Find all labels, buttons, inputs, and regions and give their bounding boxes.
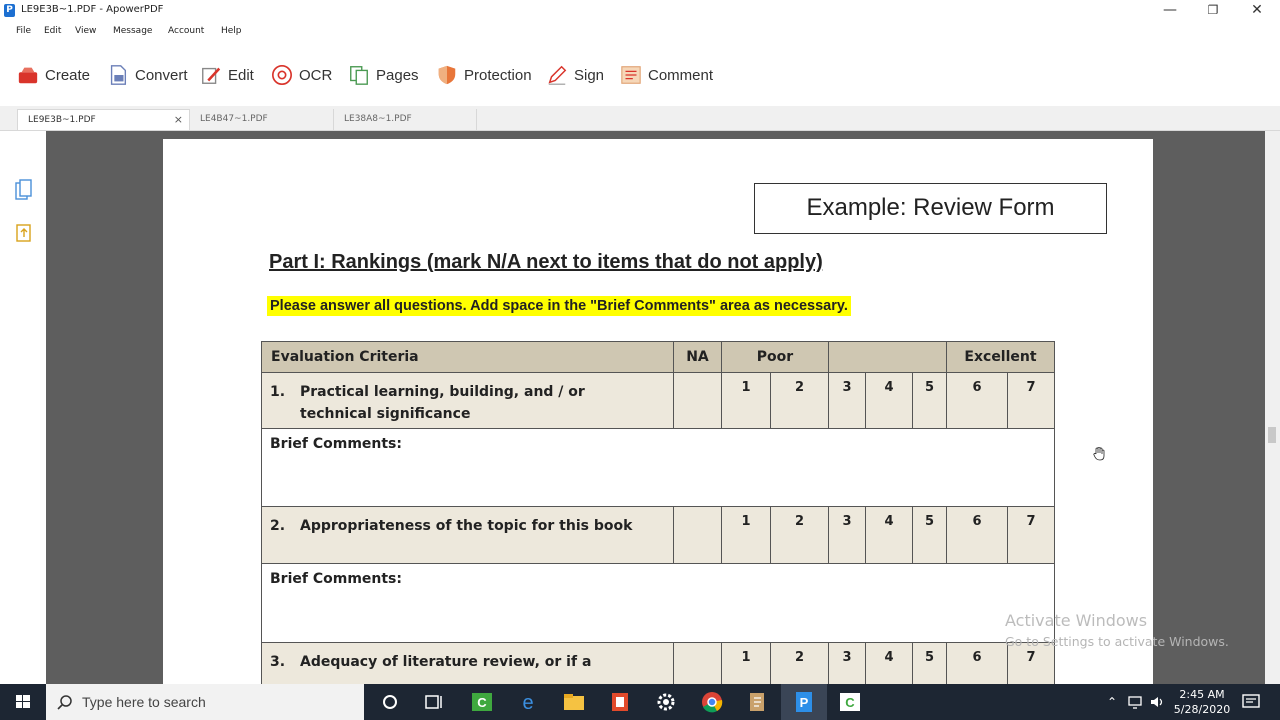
part-title: Part I: Rankings (mark N/A next to items that do not apply) bbox=[269, 251, 823, 273]
criterion-2 bbox=[262, 507, 674, 564]
tab-label: LE4B47~1.PDF bbox=[200, 114, 268, 124]
score-cell[interactable]: 7 bbox=[1008, 373, 1055, 429]
sign-button[interactable] bbox=[546, 60, 604, 90]
main-toolbar bbox=[0, 50, 1280, 100]
menu-edit[interactable]: Edit bbox=[44, 26, 62, 36]
minimize-button[interactable]: — bbox=[1163, 2, 1177, 18]
office-icon[interactable] bbox=[608, 690, 632, 714]
protection-label: Protection bbox=[464, 66, 532, 84]
task-view-icon[interactable] bbox=[422, 690, 446, 714]
criterion-number: 1. bbox=[270, 384, 286, 400]
ocr-icon bbox=[271, 64, 293, 86]
table-row bbox=[262, 373, 1055, 429]
apowerpdf-icon bbox=[792, 690, 816, 714]
header-excellent: Excellent bbox=[947, 342, 1055, 373]
menu-message[interactable]: Message bbox=[113, 26, 153, 36]
criterion-text-line2: technical significance bbox=[300, 406, 471, 422]
pdf-page bbox=[163, 139, 1153, 684]
tray-chevron-icon[interactable]: ⌃ bbox=[1107, 695, 1118, 709]
notepad-icon[interactable] bbox=[746, 690, 770, 714]
convert-icon bbox=[107, 64, 129, 86]
sign-pen-icon bbox=[546, 64, 568, 86]
comment-button[interactable] bbox=[620, 60, 713, 90]
ocr-button[interactable] bbox=[271, 60, 332, 90]
create-button[interactable] bbox=[17, 60, 90, 90]
score-cell[interactable]: 6 bbox=[947, 373, 1008, 429]
criterion-text-line1: Adequacy of literature review, or if a bbox=[300, 654, 592, 670]
shield-icon bbox=[436, 64, 458, 86]
svg-text:C: C bbox=[477, 695, 487, 710]
table-row bbox=[262, 643, 1055, 685]
tab-le38a8[interactable] bbox=[334, 109, 477, 130]
score-cell[interactable]: 3 bbox=[829, 373, 866, 429]
score-cell[interactable]: 1 bbox=[722, 507, 771, 564]
search-placeholder: Type here to search bbox=[82, 694, 206, 710]
maximize-button[interactable]: ❐ bbox=[1207, 3, 1219, 17]
score-cell[interactable]: 6 bbox=[947, 643, 1008, 685]
table-row bbox=[262, 507, 1055, 564]
na-cell[interactable] bbox=[674, 507, 722, 564]
notifications-icon[interactable] bbox=[1241, 693, 1261, 711]
svg-text:C: C bbox=[845, 695, 855, 710]
pages-icon bbox=[348, 64, 370, 86]
edit-icon bbox=[200, 64, 222, 86]
score-cell[interactable]: 5 bbox=[913, 643, 947, 685]
chrome-icon[interactable] bbox=[700, 690, 724, 714]
file-explorer-icon[interactable] bbox=[562, 690, 586, 714]
search-icon bbox=[57, 694, 73, 710]
svg-text:e: e bbox=[522, 692, 534, 714]
menu-help[interactable]: Help bbox=[221, 26, 242, 36]
close-window-button[interactable]: ✕ bbox=[1251, 2, 1263, 18]
settings-gear-icon[interactable] bbox=[654, 690, 678, 714]
evaluation-table bbox=[261, 341, 1055, 684]
score-cell[interactable]: 1 bbox=[722, 373, 771, 429]
windows-taskbar bbox=[0, 684, 1280, 720]
criterion-3 bbox=[262, 643, 674, 685]
left-sidebar bbox=[0, 131, 47, 684]
scrollbar-thumb[interactable] bbox=[1268, 427, 1276, 443]
edit-label: Edit bbox=[228, 66, 254, 84]
tab-label: LE9E3B~1.PDF bbox=[28, 115, 96, 125]
convert-label: Convert bbox=[135, 66, 188, 84]
tab-label: LE38A8~1.PDF bbox=[344, 114, 412, 124]
highlighted-instruction: Please answer all questions. Add space in the "Brief Comments" area as necessary. bbox=[267, 296, 851, 316]
criterion-text-line1: Practical learning, building, and / or bbox=[300, 384, 585, 400]
brief-comments-1[interactable]: Brief Comments: bbox=[262, 429, 1055, 507]
create-label: Create bbox=[45, 66, 91, 84]
hand-cursor-icon bbox=[1093, 447, 1105, 461]
comment-label: Comment bbox=[648, 66, 714, 84]
score-cell[interactable]: 5 bbox=[913, 507, 947, 564]
header-na: NA bbox=[674, 342, 722, 373]
score-cell[interactable]: 4 bbox=[866, 507, 913, 564]
score-cell[interactable]: 4 bbox=[866, 373, 913, 429]
criterion-text-line1: Appropriateness of the topic for this book bbox=[300, 518, 633, 534]
ocr-label: OCR bbox=[299, 66, 333, 84]
camtasia-icon[interactable] bbox=[470, 690, 494, 714]
na-cell[interactable] bbox=[674, 643, 722, 685]
sign-label: Sign bbox=[574, 66, 605, 84]
activate-windows-subtext: Go to Settings to activate Windows. bbox=[1005, 634, 1229, 649]
brief-comments-2[interactable]: Brief Comments: bbox=[262, 564, 1055, 643]
comment-icon bbox=[620, 64, 642, 86]
score-cell[interactable]: 3 bbox=[829, 507, 866, 564]
criterion-number: 3. bbox=[270, 654, 286, 670]
score-cell[interactable]: 2 bbox=[771, 507, 829, 564]
score-cell[interactable]: 6 bbox=[947, 507, 1008, 564]
vertical-scrollbar[interactable] bbox=[1265, 131, 1280, 684]
header-blank bbox=[829, 342, 947, 373]
edge-browser-icon[interactable] bbox=[516, 690, 540, 714]
volume-icon[interactable] bbox=[1149, 695, 1165, 709]
comments-row bbox=[262, 429, 1055, 507]
title-bar bbox=[0, 0, 1280, 22]
close-tab-icon[interactable]: × bbox=[173, 113, 183, 126]
menu-view[interactable]: View bbox=[75, 26, 97, 36]
score-cell[interactable]: 5 bbox=[913, 373, 947, 429]
clock-time: 2:45 AM bbox=[1179, 688, 1225, 701]
apowerpdf-taskbar-active[interactable] bbox=[781, 684, 827, 720]
cortana-icon[interactable] bbox=[378, 690, 402, 714]
thumbnails-icon[interactable] bbox=[15, 179, 33, 201]
document-viewer[interactable] bbox=[46, 131, 1265, 684]
tab-le9e3b[interactable] bbox=[17, 109, 190, 130]
score-cell[interactable]: 3 bbox=[829, 643, 866, 685]
criterion-number: 2. bbox=[270, 518, 286, 534]
header-criteria: Evaluation Criteria bbox=[262, 342, 674, 373]
pages-label: Pages bbox=[376, 66, 419, 84]
example-title-box: Example: Review Form bbox=[754, 183, 1107, 234]
create-icon bbox=[17, 64, 39, 86]
score-cell[interactable]: 2 bbox=[771, 643, 829, 685]
windows-start-icon[interactable] bbox=[0, 684, 46, 720]
score-cell[interactable]: 7 bbox=[1008, 643, 1055, 685]
tab-le4b47[interactable] bbox=[190, 109, 334, 130]
criterion-1 bbox=[262, 373, 674, 429]
camtasia-recorder-icon[interactable] bbox=[838, 690, 862, 714]
header-poor: Poor bbox=[722, 342, 829, 373]
network-icon[interactable] bbox=[1127, 695, 1143, 709]
apowerpdf-app-icon: P bbox=[4, 4, 15, 17]
convert-button[interactable] bbox=[107, 60, 188, 90]
taskbar-clock[interactable] bbox=[1172, 687, 1232, 717]
score-cell[interactable]: 7 bbox=[1008, 507, 1055, 564]
protection-button[interactable] bbox=[436, 60, 532, 90]
comments-row bbox=[262, 564, 1055, 643]
clock-date: 5/28/2020 bbox=[1173, 703, 1231, 716]
score-cell[interactable]: 4 bbox=[866, 643, 913, 685]
taskbar-search-box[interactable] bbox=[46, 684, 364, 720]
score-cell[interactable]: 1 bbox=[722, 643, 771, 685]
attachments-icon[interactable] bbox=[15, 222, 33, 242]
window-title: LE9E3B~1.PDF - ApowerPDF bbox=[21, 4, 164, 15]
na-cell[interactable] bbox=[674, 373, 722, 429]
table-header-row bbox=[262, 342, 1055, 373]
pages-button[interactable] bbox=[348, 60, 419, 90]
score-cell[interactable]: 2 bbox=[771, 373, 829, 429]
menu-file[interactable]: File bbox=[16, 26, 32, 36]
activate-windows-watermark: Activate Windows bbox=[1005, 611, 1148, 630]
document-tabs bbox=[0, 106, 1280, 131]
svg-text:P: P bbox=[799, 695, 809, 710]
menu-account[interactable]: Account bbox=[168, 26, 205, 36]
edit-button[interactable] bbox=[200, 60, 254, 90]
